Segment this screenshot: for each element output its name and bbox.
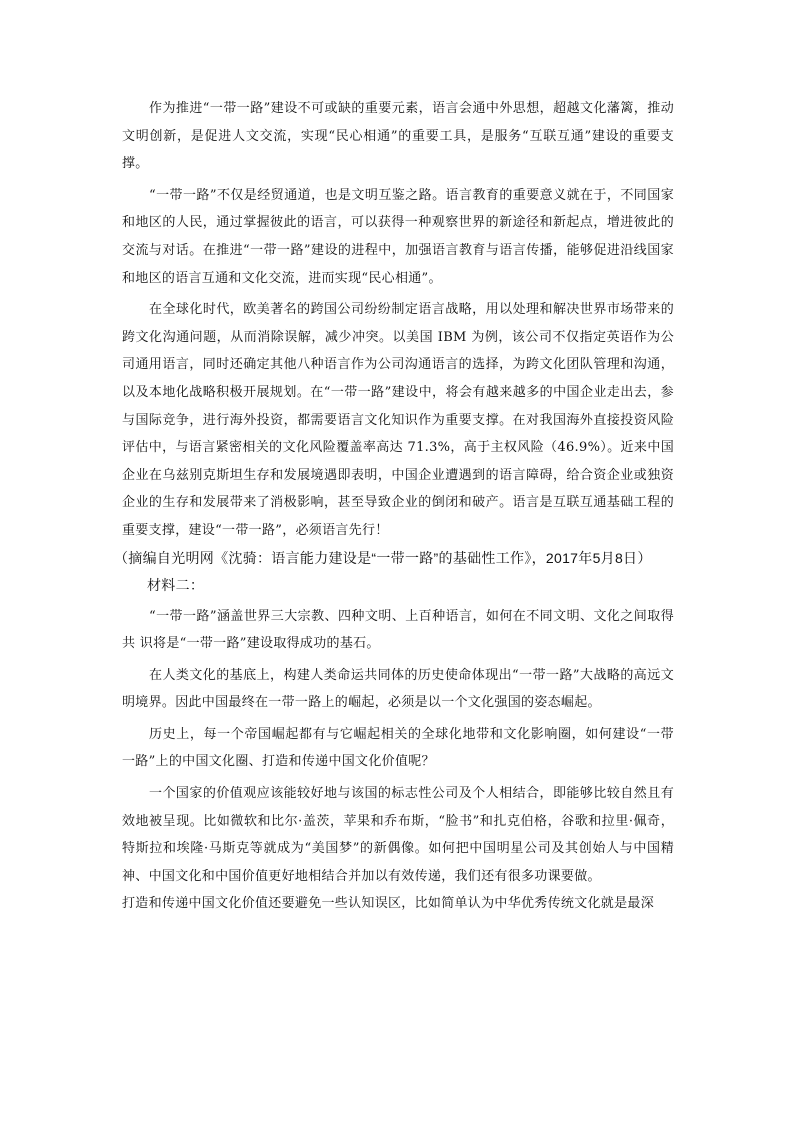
material-two-paragraph-5: 打造和传递中国文化价值还要避免一些认知误区，比如简单认为中华优秀传统文化就是最深 [122,896,655,912]
material-two-heading: 材料二： [147,576,205,593]
document-body [114,95,674,918]
material-two-paragraph-1: “一带一路”涵盖世界三大宗教、四种文明、上百种语言，如何在不同文明、文化之间取得共 识将是“一带一路”建设取得成功的基石。 [122,608,674,652]
body-paragraph-1: 作为推进“一带一路”建设不可或缺的重要元素，语言会通中外思想，超越文化藩篱，推动文明创新，是促进人文交流，实现“民心相通”的重要工具，是服务“互联互通”建设的重要支撑。 [122,101,674,172]
body-paragraph-3: 在全球化时代，欧美著名的跨国公司纷纷制定语言战略，用以处理和解决世界市场带来的跨文化沟通问题，从而消除误解，减少冲突。以美国 IBM 为例，该公司不仅指定英语作为公司通用语言，同时还确定其他八种语言作为公司沟通语言的选择，为跨文化团队管理和沟通，以及本地化战略积极开展规划。在“一带一路”建设中，将会有越来越多的中国企业走出去，参与国际竞争，进行海外投资，都需要语言文化知识作为重要支撑。在对我国海外直接投资风险评估中，与语言紧密相关的文化风险覆盖率高达 71.3%，高于主权风险（46.9%）。近来中国企业在乌兹别克斯坦生存和发展境遇即表明，中国企业遭遇到的语言障碍，给合资企业或独资企业的生存和发展带来了消极影响，甚至导致企业的倒闭和破产。语言是互联互通基础工程的重要支撑，建设“一带一路”，必须语言先行！ [122,302,674,538]
body-paragraph-2: “一带一路”不仅是经贸通道，也是文明互鉴之路。语言教育的重要意义就在于，不同国家和地区的人民，通过掌握彼此的语言，可以获得一种观察世界的新途径和新起点，增进彼此的交流与对话。在推进“一带一路”建设的进程中，加强语言教育与语言传播，能够促进沿线国家和地区的语言互通和文化交流，进而实现“民心相通”。 [122,187,674,286]
material-two-paragraph-3: 历史上，每一个帝国崛起都有与它崛起相关的全球化地带和文化影响圈，如何建设“一带一路”上的中国文化圈、打造和传递中国文化价值呢？ [122,726,674,770]
source-citation: （摘编自光明网《沈骑：语言能力建设是“一带一路”的基础性工作》，2017年5月8日） [114,549,652,566]
material-two-paragraph-4: 一个国家的价值观应该能较好地与该国的标志性公司及个人相结合，即能够比较自然且有效地被呈现。比如微软和比尔·盖茨，苹果和乔布斯，“脸书”和扎克伯格，谷歌和拉里·佩奇，特斯拉和埃隆·马斯克等就成为“美国梦”的新偶像。如何把中国明星公司及其创始人与中国精神、中国文化和中国价值更好地相结合并加以有效传递，我们还有很多功课要做。 [122,786,674,884]
material-two-paragraph-2: 在人类文化的基底上，构建人类命运共同体的历史使命体现出“一带一路”大战略的高远文明境界。因此中国最终在一带一路上的崛起，必须是以一个文化强国的姿态崛起。 [122,667,674,711]
